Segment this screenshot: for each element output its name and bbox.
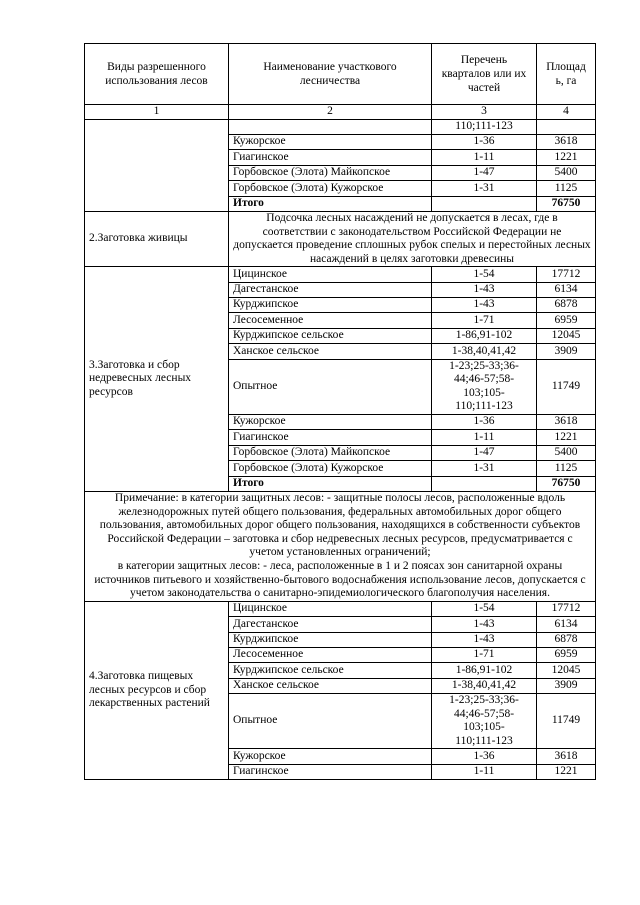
forestry-name-cell: Курджипское сельское (229, 328, 432, 343)
quarters-cell (432, 359, 537, 414)
header-col-area (537, 44, 596, 105)
quarters-line: 110;111-123 (455, 734, 513, 747)
header-col-quarters: Перечень кварталов или их частей (432, 44, 537, 105)
total-value: 76750 (537, 196, 596, 211)
quarters-cell: 1-38,40,41,42 (432, 678, 537, 693)
forestry-name-cell: Опытное (229, 694, 432, 749)
quarters-cell: 1-38,40,41,42 (432, 344, 537, 359)
category-cell-non-timber: 3.Заготовка и сбор недревесных лесных ресурсов (85, 267, 229, 492)
category-cell-food: 4.Заготовка пищевых лесных ресурсов и сбор лекарственных растений (85, 601, 229, 780)
area-cell: 6134 (537, 282, 596, 297)
forestry-name-cell: Лесосеменное (229, 313, 432, 328)
area-cell: 1221 (537, 150, 596, 165)
area-cell: 12045 (537, 663, 596, 678)
forestry-name-cell: Гиагинское (229, 764, 432, 779)
quarters-cell: 1-54 (432, 601, 537, 616)
quarters-cell: 1-36 (432, 415, 537, 430)
total-value: 76750 (537, 476, 596, 491)
forestry-name-cell: Дагестанское (229, 617, 432, 632)
quarters-cell: 1-43 (432, 617, 537, 632)
note-part-2: в категории защитных лесов: - леса, расположенные в 1 и 2 поясах зон санитарной охраны источников питьевого и хозяйственно-бытового водоснабжения использование лесов, допускается с учетом законодательства о санитарно-эпидемиологического благополучия населения. (94, 559, 586, 600)
note-row (85, 491, 596, 601)
area-cell: 12045 (537, 328, 596, 343)
total-label: Итого (229, 476, 432, 491)
note-cell (85, 491, 596, 601)
resin-note: Подсочка лесных насаждений не допускается в лесах, где в соответствии с законодательством Российской Федерации не допускается проведение сплошных рубок спелых и перестойных лесных насаждений в целях заготовки древесины (229, 211, 596, 266)
quarters-cell: 110;111-123 (432, 119, 537, 134)
area-cell: 11749 (537, 694, 596, 749)
area-cell (537, 119, 596, 134)
area-cell: 3618 (537, 134, 596, 149)
section-2-row (85, 211, 596, 266)
area-cell: 5400 (537, 165, 596, 180)
header-area-line2: ь, га (555, 75, 577, 87)
forestry-name-cell (229, 119, 432, 134)
column-number-row (85, 105, 596, 120)
quarters-line: 103;105- (463, 386, 505, 399)
forestry-name-cell: Ханское сельское (229, 678, 432, 693)
forestry-name-cell: Кужорское (229, 749, 432, 764)
quarters-line: 44;46-57;58- (453, 373, 515, 386)
note-part-1: Примечание: в категории защитных лесов: - защитные полосы лесов, расположенные вдоль железнодорожных путей общего пользования, федеральных автомобильных дорог общего пользования, автомобильных дорог общего пользования, находящихся в собственности субъектов Российской Федерации – заготовка и сбор недревесных лесных ресурсов, предусматривается с учетом установленных ограничений; (99, 491, 581, 559)
header-area-line1: Площад (546, 61, 586, 73)
quarters-line: 44;46-57;58- (453, 707, 515, 720)
quarters-line: 103;105- (463, 721, 505, 734)
quarters-cell: 1-43 (432, 282, 537, 297)
quarters-cell: 1-11 (432, 764, 537, 779)
category-cell-prev (85, 119, 229, 211)
forestry-name-cell: Курджипское (229, 632, 432, 647)
area-cell: 5400 (537, 445, 596, 460)
forestry-name-cell: Горбовское (Элота) Кужорское (229, 461, 432, 476)
quarters-cell: 1-47 (432, 165, 537, 180)
column-number-1: 1 (85, 105, 229, 120)
header-row (85, 44, 596, 105)
quarters-line: 110;111-123 (455, 400, 513, 413)
forestry-name-cell: Кужорское (229, 415, 432, 430)
table-row (85, 601, 596, 616)
quarters-cell (432, 694, 537, 749)
area-cell: 6959 (537, 313, 596, 328)
column-number-3: 3 (432, 105, 537, 120)
quarters-cell: 1-43 (432, 298, 537, 313)
area-cell: 1221 (537, 430, 596, 445)
forestry-name-cell: Дагестанское (229, 282, 432, 297)
area-cell: 3618 (537, 749, 596, 764)
quarters-cell: 1-86,91-102 (432, 663, 537, 678)
quarters-cell: 1-36 (432, 134, 537, 149)
forestry-name-cell: Курджипское (229, 298, 432, 313)
area-cell: 17712 (537, 267, 596, 282)
column-number-2: 2 (229, 105, 432, 120)
quarters-cell: 1-31 (432, 461, 537, 476)
quarters-cell: 1-43 (432, 632, 537, 647)
forestry-name-cell: Цицинское (229, 267, 432, 282)
area-cell: 6878 (537, 298, 596, 313)
quarters-cell: 1-11 (432, 150, 537, 165)
quarters-cell: 1-11 (432, 430, 537, 445)
area-cell: 1221 (537, 764, 596, 779)
quarters-cell: 1-54 (432, 267, 537, 282)
forestry-name-cell: Горбовское (Элота) Майкопское (229, 165, 432, 180)
area-cell: 6134 (537, 617, 596, 632)
area-cell: 6959 (537, 647, 596, 662)
total-empty-cell (432, 476, 537, 491)
table-row (85, 267, 596, 282)
quarters-cell: 1-31 (432, 181, 537, 196)
total-label: Итого (229, 196, 432, 211)
forestry-name-cell: Лесосеменное (229, 647, 432, 662)
total-empty-cell (432, 196, 537, 211)
quarters-cell: 1-86,91-102 (432, 328, 537, 343)
area-cell: 17712 (537, 601, 596, 616)
table-row (85, 119, 596, 134)
area-cell: 3909 (537, 344, 596, 359)
area-cell: 1125 (537, 461, 596, 476)
area-cell: 11749 (537, 359, 596, 414)
area-cell: 1125 (537, 181, 596, 196)
area-cell: 3618 (537, 415, 596, 430)
area-cell: 6878 (537, 632, 596, 647)
quarters-cell: 1-71 (432, 313, 537, 328)
forestry-name-cell: Кужорское (229, 134, 432, 149)
header-col-forestry-name: Наименование участкового лесничества (229, 44, 432, 105)
quarters-cell: 1-36 (432, 749, 537, 764)
category-cell-resin: 2.Заготовка живицы (85, 211, 229, 266)
forestry-name-cell: Курджипское сельское (229, 663, 432, 678)
forestry-name-cell: Горбовское (Элота) Майкопское (229, 445, 432, 460)
forestry-name-cell: Гиагинское (229, 430, 432, 445)
quarters-line: 1-23;25-33;36- (449, 694, 519, 707)
forest-use-table (84, 43, 596, 780)
quarters-line: 1-23;25-33;36- (449, 359, 519, 372)
forestry-name-cell: Гиагинское (229, 150, 432, 165)
header-col-use-type: Виды разрешенного использования лесов (85, 44, 229, 105)
forestry-name-cell: Опытное (229, 359, 432, 414)
quarters-cell: 1-71 (432, 647, 537, 662)
quarters-cell: 1-47 (432, 445, 537, 460)
forestry-name-cell: Цицинское (229, 601, 432, 616)
area-cell: 3909 (537, 678, 596, 693)
forestry-name-cell: Ханское сельское (229, 344, 432, 359)
forestry-name-cell: Горбовское (Элота) Кужорское (229, 181, 432, 196)
column-number-4: 4 (537, 105, 596, 120)
